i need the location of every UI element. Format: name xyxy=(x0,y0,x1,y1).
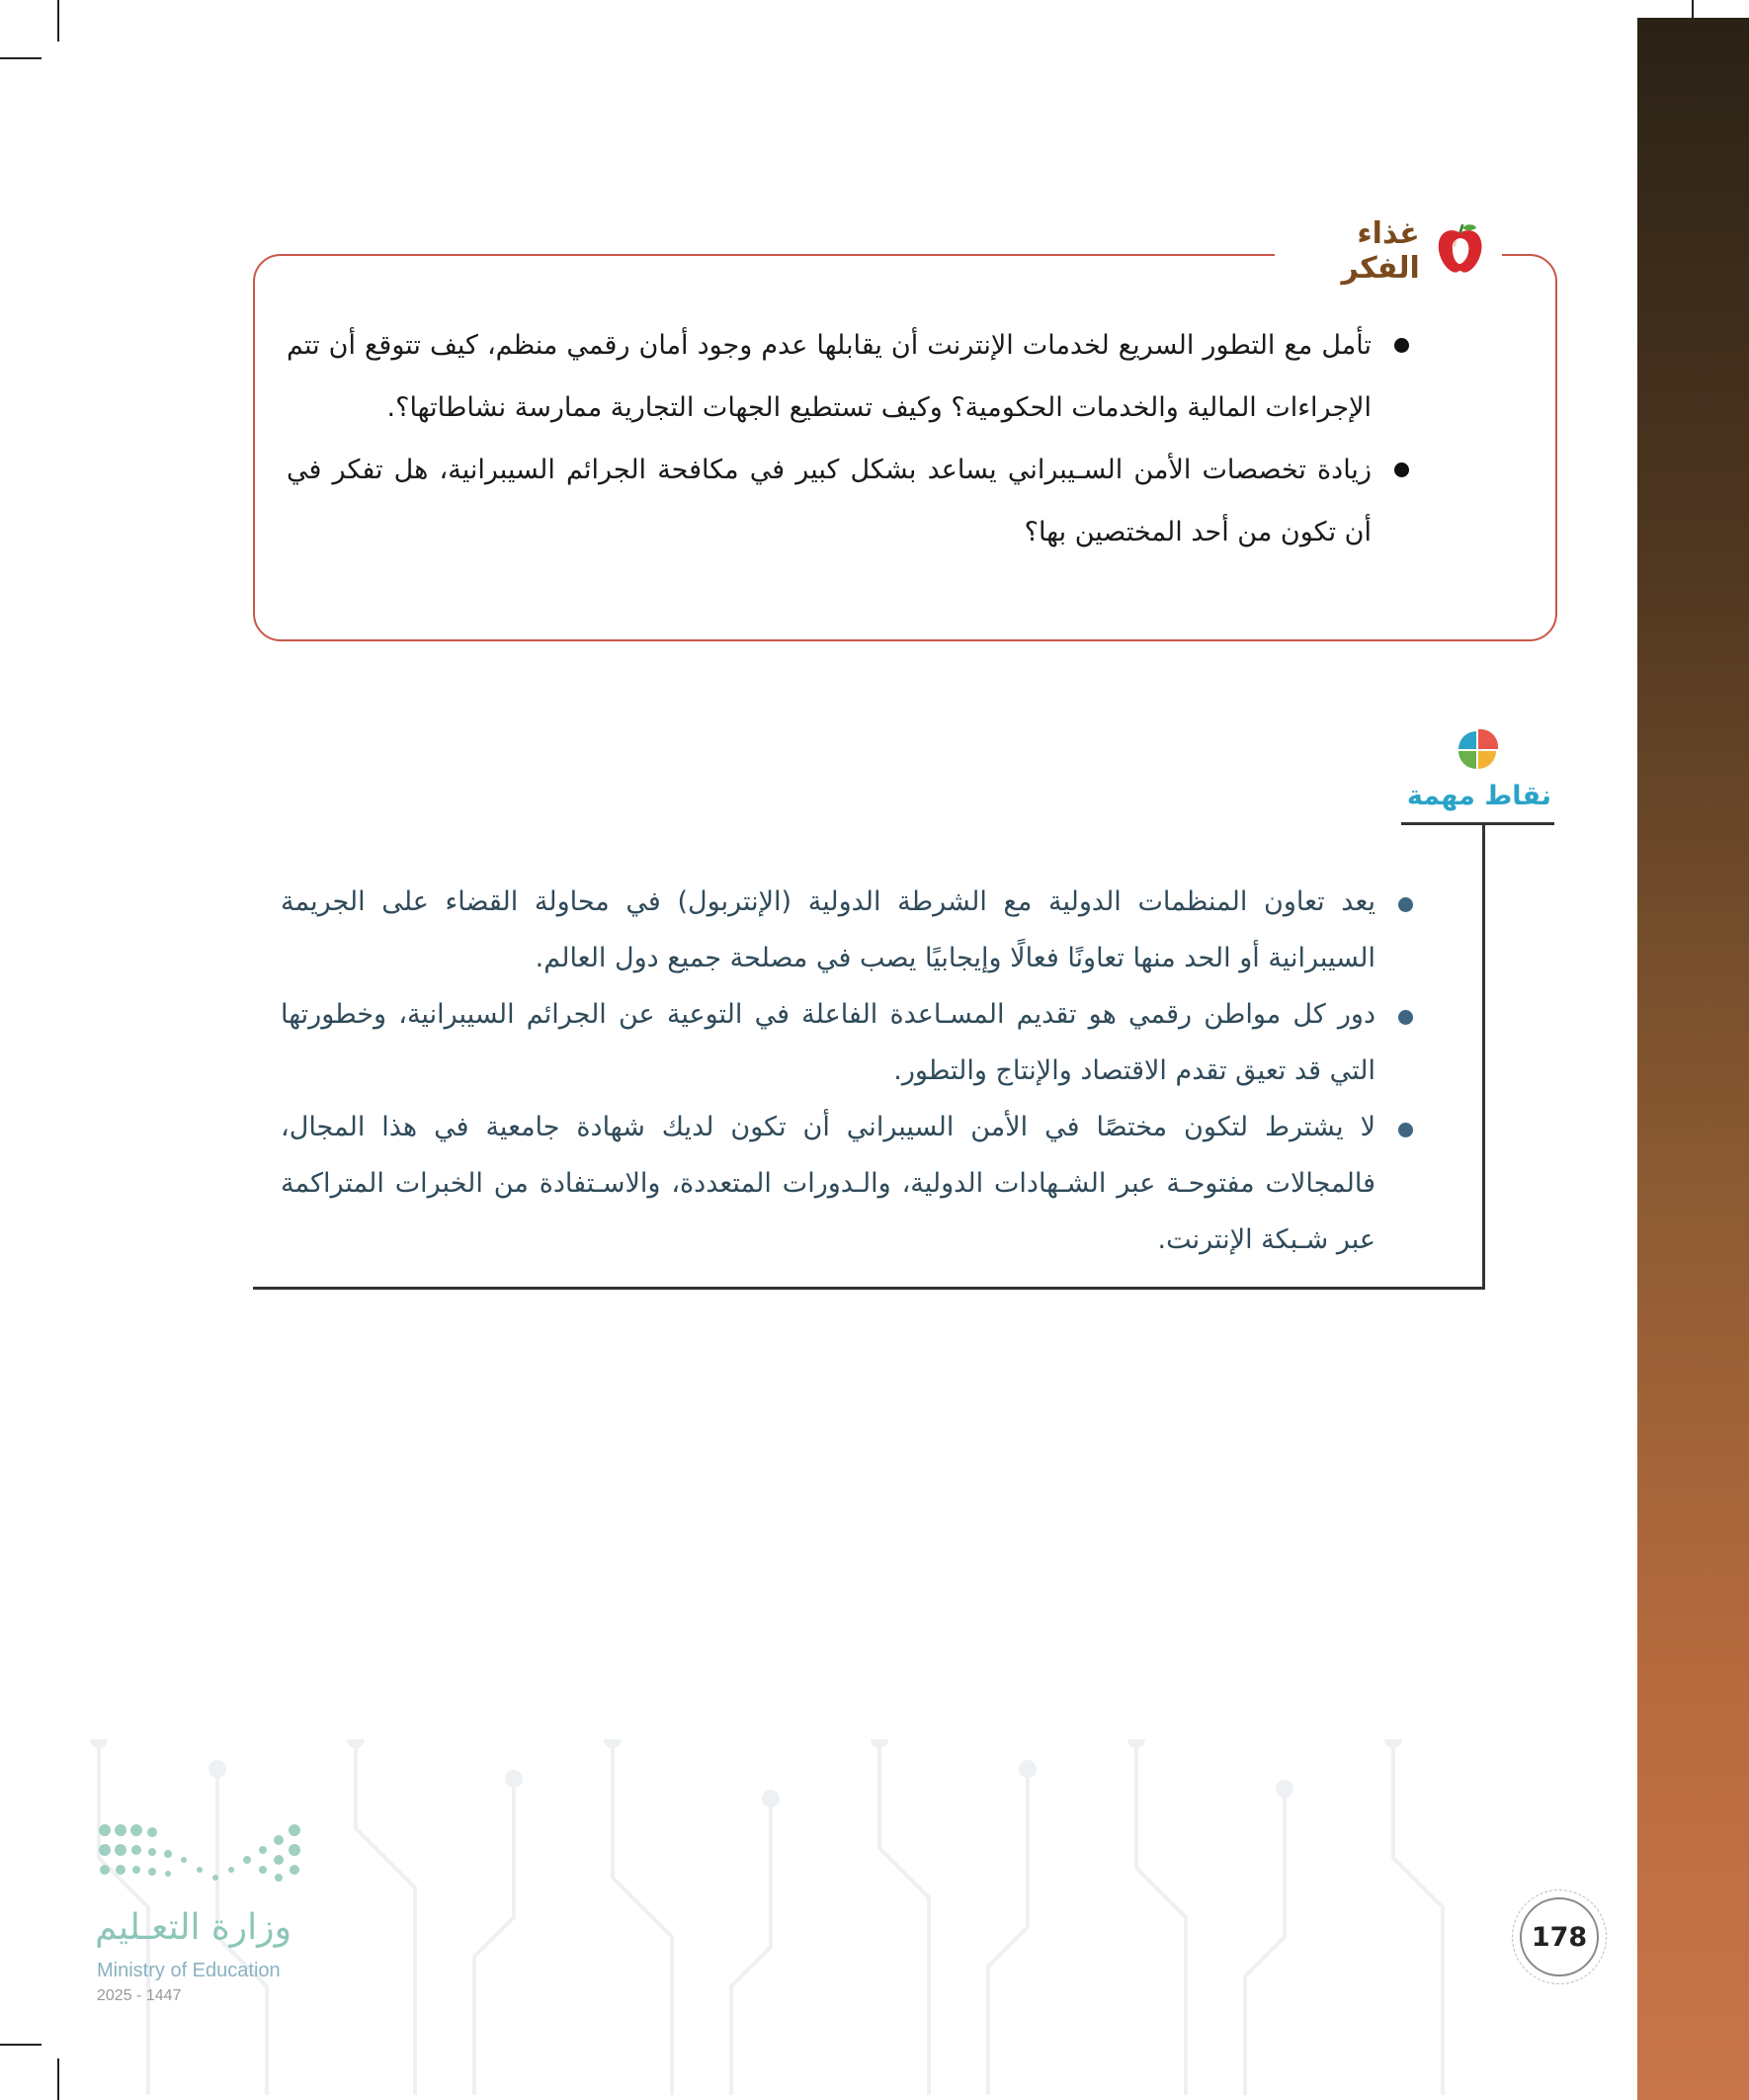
page-number: 178 xyxy=(1520,1897,1599,1976)
points-title: نقاط مهمة xyxy=(1406,781,1551,811)
crop-mark xyxy=(0,2044,42,2046)
thought-title: غذاء الفكر xyxy=(1341,216,1420,286)
side-band xyxy=(1637,18,1749,2100)
ministry-name-ar: وزارة التعـليم xyxy=(95,1907,292,1948)
list-item xyxy=(287,439,1413,563)
divider xyxy=(1401,822,1554,825)
list-item xyxy=(281,986,1417,1099)
points-list xyxy=(281,874,1417,1268)
bullet-icon xyxy=(1398,1010,1413,1025)
flower-icon xyxy=(1449,721,1508,781)
list-item xyxy=(287,314,1413,439)
apple-icon xyxy=(1432,218,1488,284)
divider xyxy=(253,1287,1485,1290)
bullet-icon xyxy=(1394,462,1409,477)
bullet-icon xyxy=(1398,1123,1413,1137)
bullet-icon xyxy=(1394,338,1409,353)
crop-mark xyxy=(57,0,59,42)
list-item xyxy=(281,1099,1417,1268)
list-item-text: دور كل مواطن رقمي هو تقديم المسـاعدة الفاعلة في التوعية عن الجرائم السيبرانية، وخطورتها التي قد تعيق تقدم الاقتصاد والإنتاج والتطور. xyxy=(281,999,1375,1086)
divider xyxy=(1482,823,1485,1290)
crop-mark xyxy=(0,57,42,59)
list-item-text: لا يشترط لتكون مختصًا في الأمن السيبراني أن تكون لديك شهادة جامعية في هذا المجال، فالمجالات مفتوحـة عبر الشـهادات الدولية، والـدورات المتعددة، والاسـتفادة من الخبرات المتراكمة عبر شـبكة الإنترنت. xyxy=(281,1112,1375,1255)
bullet-icon xyxy=(1398,897,1413,912)
ministry-logo-icon xyxy=(95,1820,312,1890)
list-item-text: زيادة تخصصات الأمن السـيبراني يساعد بشكل كبير في مكافحة الجرائم السيبرانية، هل تفكر في أن تكون من أحد المختصين بها؟ xyxy=(287,455,1372,547)
ministry-name-en: Ministry of Education xyxy=(97,1960,281,1981)
ministry-year: 2025 - 1447 xyxy=(97,1987,182,2004)
list-item xyxy=(281,874,1417,986)
list-item-text: يعد تعاون المنظمات الدولية مع الشرطة الدولية (الإنتربول) في محاولة القضاء على الجريمة السيبرانية أو الحد منها تعاونًا فعالًا وإيجابيًا يصب في مصلحة جميع دول العالم. xyxy=(281,886,1375,973)
thought-header xyxy=(1275,216,1502,286)
thought-list xyxy=(287,314,1413,563)
list-item-text: تأمل مع التطور السريع لخدمات الإنترنت أن يقابلها عدم وجود أمان رقمي منظم، كيف تتوقع أن تتم الإجراءات المالية والخدمات الحكومية؟ وكيف تستطيع الجهات التجارية ممارسة نشاطاتها؟. xyxy=(287,330,1372,423)
